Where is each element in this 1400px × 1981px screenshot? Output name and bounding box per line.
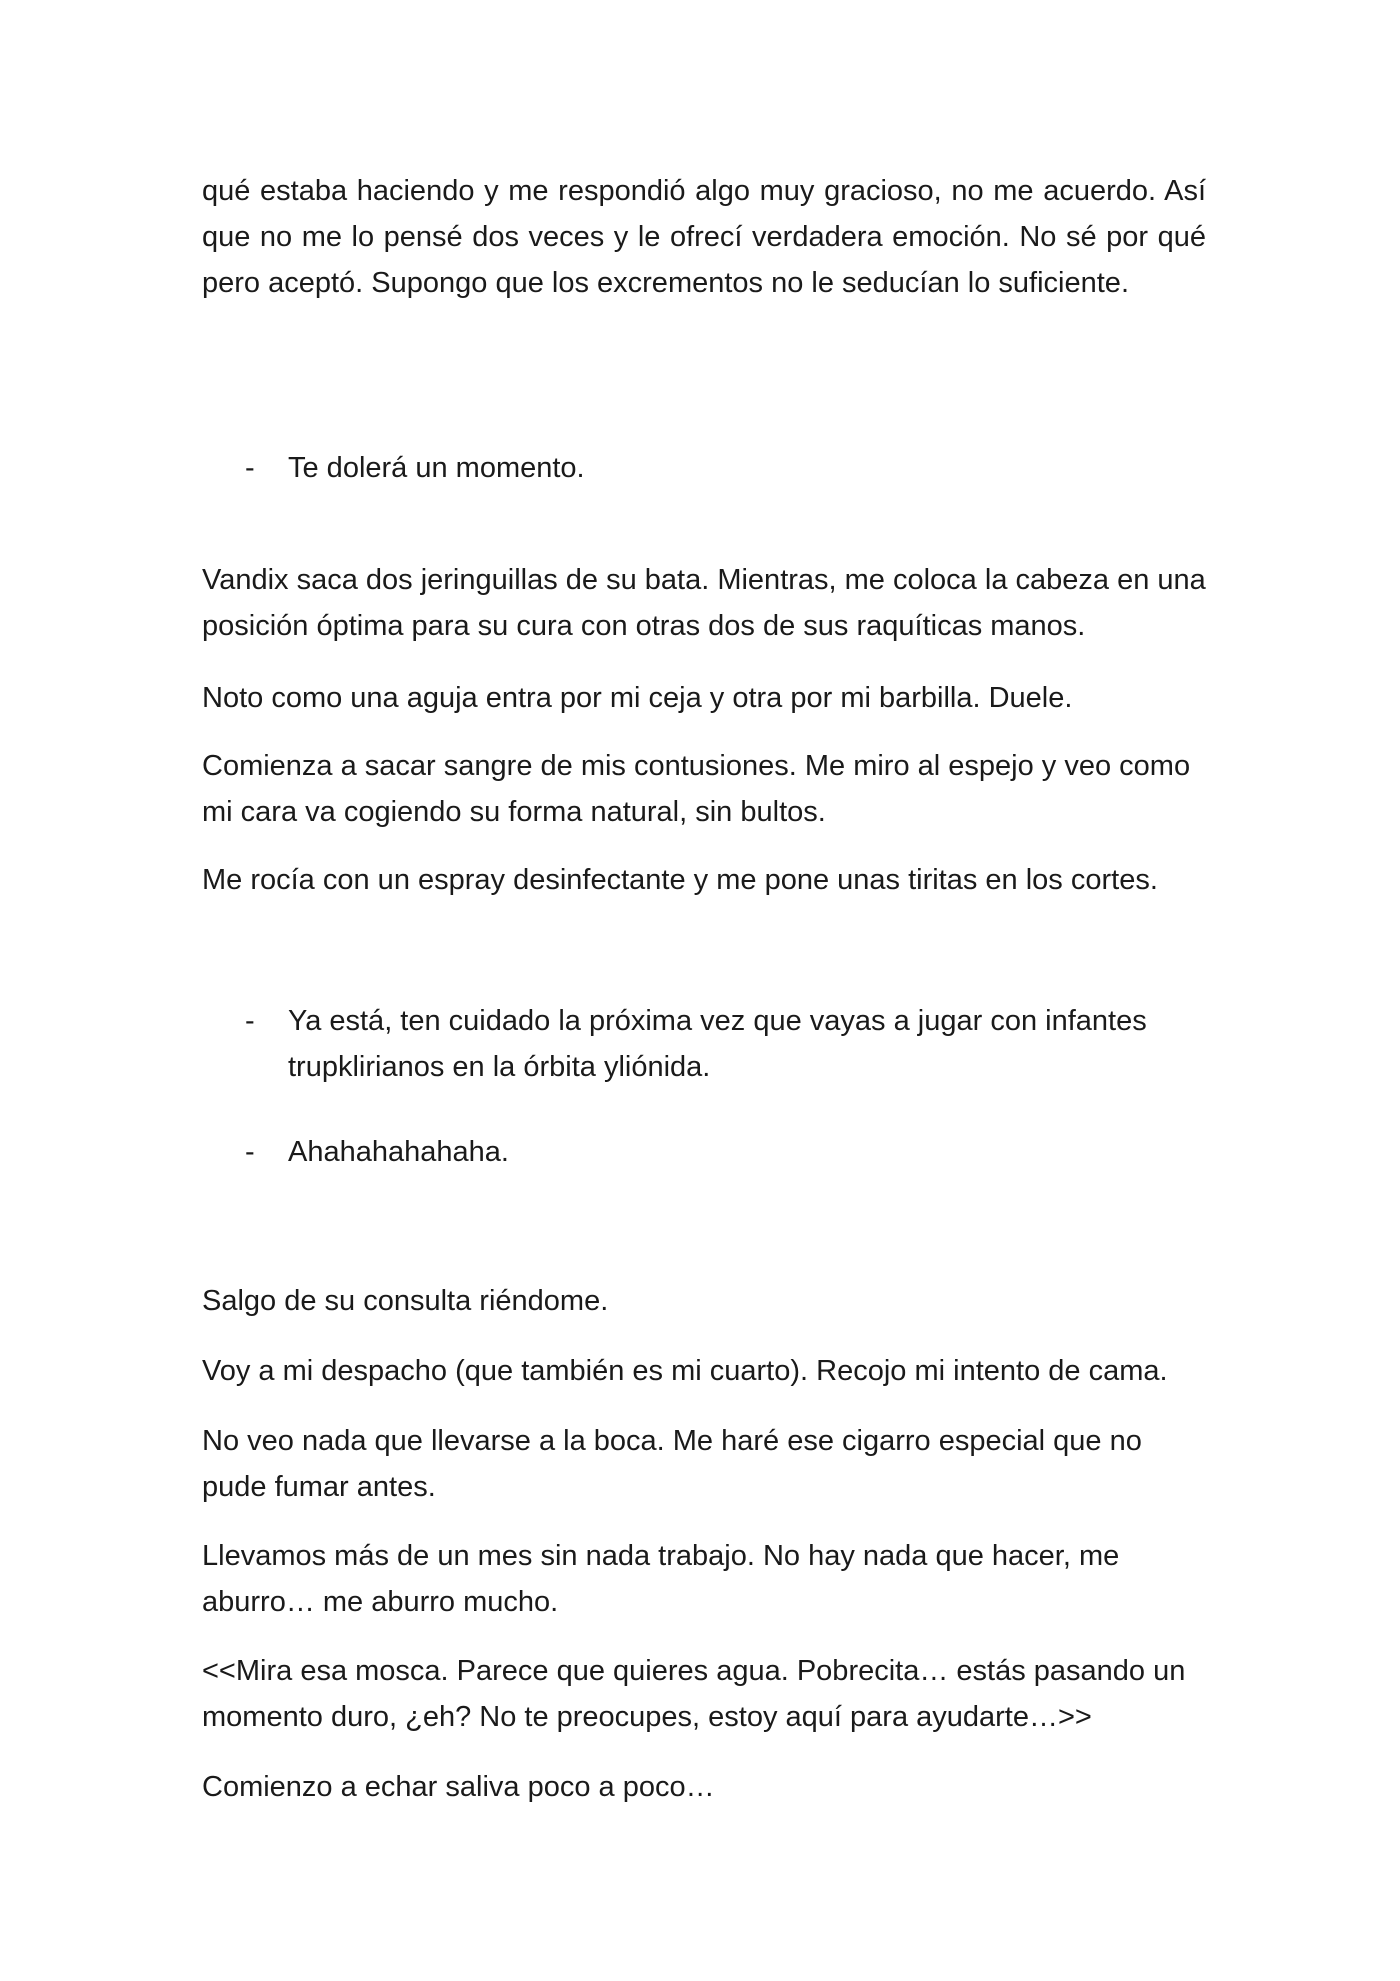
- dialogue-text: Ahahahahahaha.: [288, 1136, 509, 1168]
- dialogue-dash: -: [245, 452, 255, 484]
- paragraph: Voy a mi despacho (que también es mi cuarto). Recojo mi intento de cama.: [202, 1355, 1168, 1387]
- paragraph: Llevamos más de un mes sin nada trabajo. No hay nada que hacer, me aburro… me aburro mucho.: [202, 1540, 1120, 1618]
- paragraph: Comienza a sacar sangre de mis contusiones. Me miro al espejo y veo como mi cara va cogiendo su forma natural, sin bultos.: [202, 750, 1191, 828]
- dialogue-text: Te dolerá un momento.: [288, 452, 585, 484]
- paragraph: <<Mira esa mosca. Parece que quieres agua. Pobrecita… estás pasando un momento duro, ¿eh? No te preocupes, estoy aquí para ayudarte…>>: [202, 1655, 1186, 1733]
- dialogue-dash: -: [245, 1136, 255, 1168]
- dialogue-line: [202, 1129, 1206, 1175]
- paragraph: Me rocía con un espray desinfectante y me pone unas tiritas en los cortes.: [202, 864, 1158, 896]
- paragraph: Vandix saca dos jeringuillas de su bata. Mientras, me coloca la cabeza en una posición óptima para su cura con otras dos de sus raquíticas manos.: [202, 564, 1206, 642]
- paragraph: Noto como una aguja entra por mi ceja y otra por mi barbilla. Duele.: [202, 682, 1073, 714]
- dialogue-line: [202, 998, 1206, 1090]
- dialogue-line: [202, 445, 1206, 491]
- dialogue-text: Ya está, ten cuidado la próxima vez que vayas a jugar con infantes trupklirianos en la órbita yliónida.: [288, 1005, 1147, 1083]
- paragraph-intro: qué estaba haciendo y me respondió algo muy gracioso, no me acuerdo. Así que no me lo pensé dos veces y le ofrecí verdadera emoción. No sé por qué pero aceptó. Supongo que los excrementos no le seducían lo suficiente.: [202, 175, 1206, 299]
- paragraph: No veo nada que llevarse a la boca. Me haré ese cigarro especial que no pude fumar antes.: [202, 1425, 1142, 1503]
- paragraph: Comienzo a echar saliva poco a poco…: [202, 1771, 715, 1803]
- dialogue-dash: -: [245, 1005, 255, 1037]
- paragraph: Salgo de su consulta riéndome.: [202, 1285, 609, 1317]
